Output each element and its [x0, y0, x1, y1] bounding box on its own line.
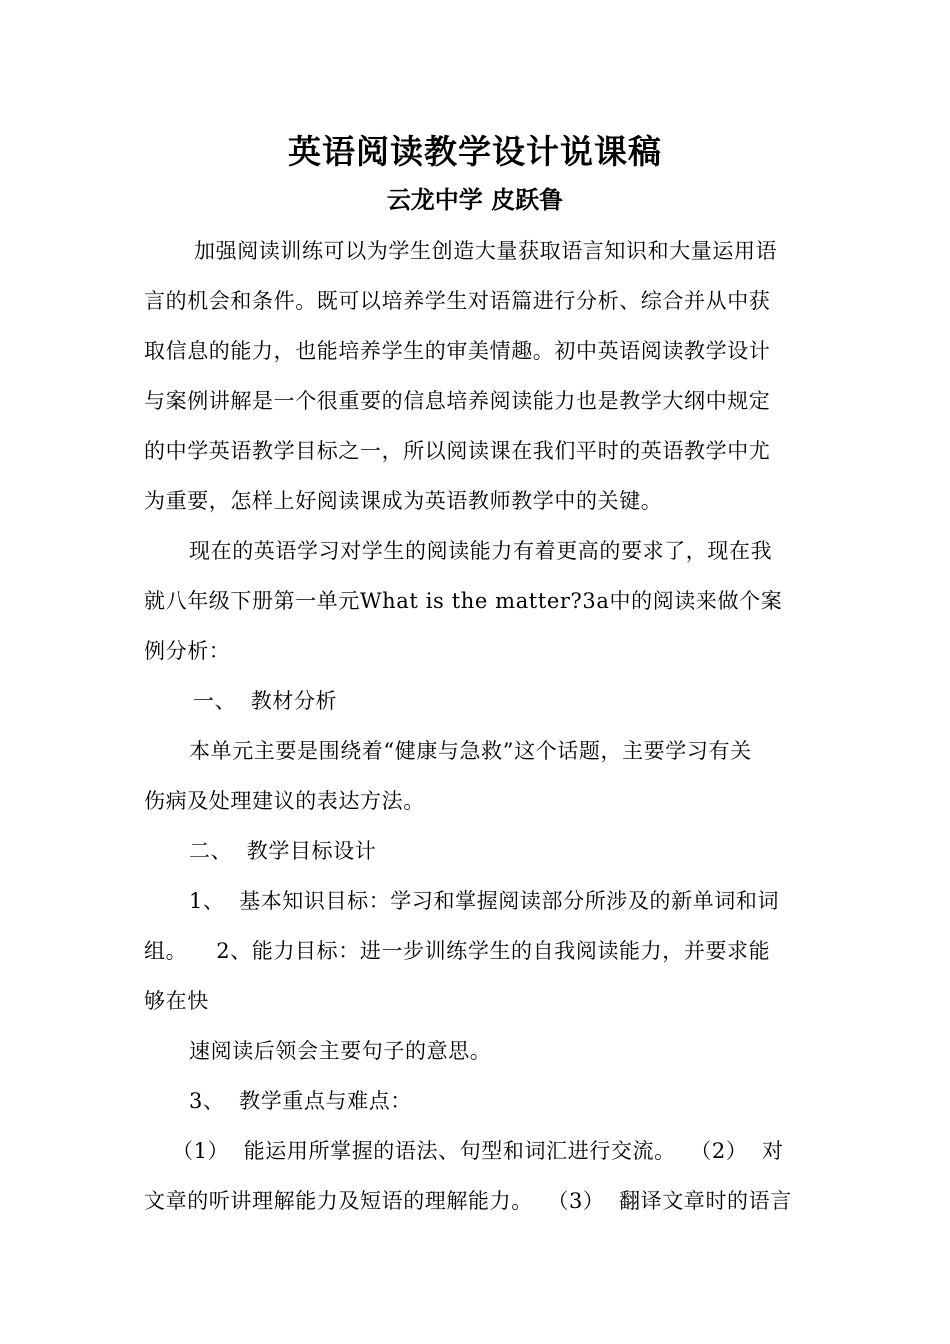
document-author: 云龙中学 皮跃鲁	[386, 185, 564, 214]
paragraph-line: 现在的英语学习对学生的阅读能力有着更高的要求了，现在我	[189, 539, 773, 563]
document-title: 英语阅读教学设计说课稿	[288, 132, 662, 171]
paragraph-line: 1、 基本知识目标：学习和掌握阅读部分所涉及的新单词和词	[189, 889, 780, 913]
paragraph-line: 速阅读后领会主要句子的意思。	[189, 1039, 492, 1063]
paragraph-line: 的中学英语教学目标之一，所以阅读课在我们平时的英语教学中尤	[144, 439, 771, 463]
paragraph-line: 取信息的能力，也能培养学生的审美情趣。初中英语阅读教学设计	[144, 339, 771, 363]
paragraph-line: 就八年级下册第一单元What is the matter?3a中的阅读来做个案	[144, 589, 783, 613]
section-heading: 二、 教学目标设计	[189, 839, 377, 863]
paragraph-line: 为重要，怎样上好阅读课成为英语教师教学中的关键。	[144, 489, 663, 513]
paragraph-line: 本单元主要是围绕着“健康与急救”这个话题，主要学习有关	[189, 739, 752, 763]
paragraph-line: 加强阅读训练可以为学生创造大量获取语言知识和大量运用语	[194, 239, 778, 263]
paragraph-line: 言的机会和条件。既可以培养学生对语篇进行分析、综合并从中获	[144, 289, 771, 313]
paragraph-line: 3、 教学重点与难点：	[189, 1089, 412, 1113]
paragraph-line: 组。 2、能力目标：进一步训练学生的自我阅读能力，并要求能	[144, 939, 771, 963]
paragraph-line: 伤病及处理建议的表达方法。	[144, 789, 425, 813]
paragraph-line: 文章的听讲理解能力及短语的理解能力。 （3） 翻译文章时的语言	[144, 1189, 792, 1213]
section-heading: 一、 教材分析	[193, 689, 338, 713]
paragraph-line: （1） 能运用所掌握的语法、句型和词汇进行交流。 （2） 对	[172, 1139, 784, 1163]
paragraph-line: 例分析：	[144, 639, 231, 663]
paragraph-line: 够在快	[144, 989, 209, 1013]
paragraph-line: 与案例讲解是一个很重要的信息培养阅读能力也是教学大纲中规定	[144, 389, 771, 413]
